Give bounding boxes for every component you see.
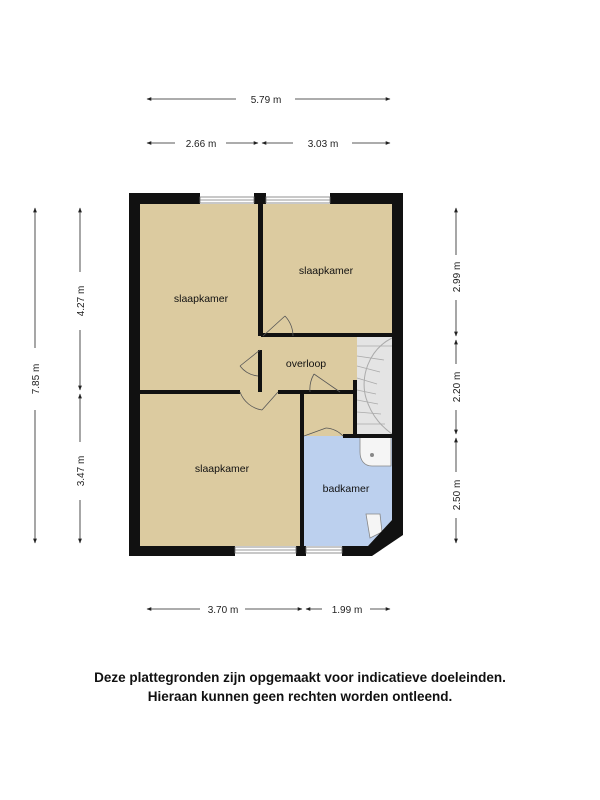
label-bedroom-bottom-left: slaapkamer (194, 463, 250, 475)
label-bedroom-top-left: slaapkamer (173, 293, 229, 305)
dim-right-bottom: 2.50 m (452, 479, 463, 511)
dim-left-top: 4.27 m (76, 285, 87, 317)
disclaimer-line-2: Hieraan kunnen geen rechten worden ontleend. (147, 689, 453, 704)
dim-left-total: 7.85 m (31, 363, 42, 395)
staircase (357, 336, 392, 436)
dim-top-right: 3.03 m (307, 139, 339, 150)
dim-right-middle: 2.20 m (452, 371, 463, 403)
dim-left-bottom: 3.47 m (76, 455, 87, 487)
dim-right-top: 2.99 m (452, 261, 463, 293)
disclaimer-line-1: Deze plattegronden zijn opgemaakt voor indicatieve doeleinden. (94, 670, 506, 685)
disclaimer (0, 668, 600, 706)
label-landing: overloop (285, 358, 327, 370)
label-bathroom: badkamer (322, 483, 370, 495)
dim-top-left: 2.66 m (185, 139, 217, 150)
dim-bottom-left: 3.70 m (207, 605, 239, 616)
dim-top-total: 5.79 m (250, 95, 282, 106)
room-hall-lower (303, 392, 357, 436)
dim-bottom-right: 1.99 m (331, 605, 363, 616)
label-bedroom-top-right: slaapkamer (298, 265, 354, 277)
